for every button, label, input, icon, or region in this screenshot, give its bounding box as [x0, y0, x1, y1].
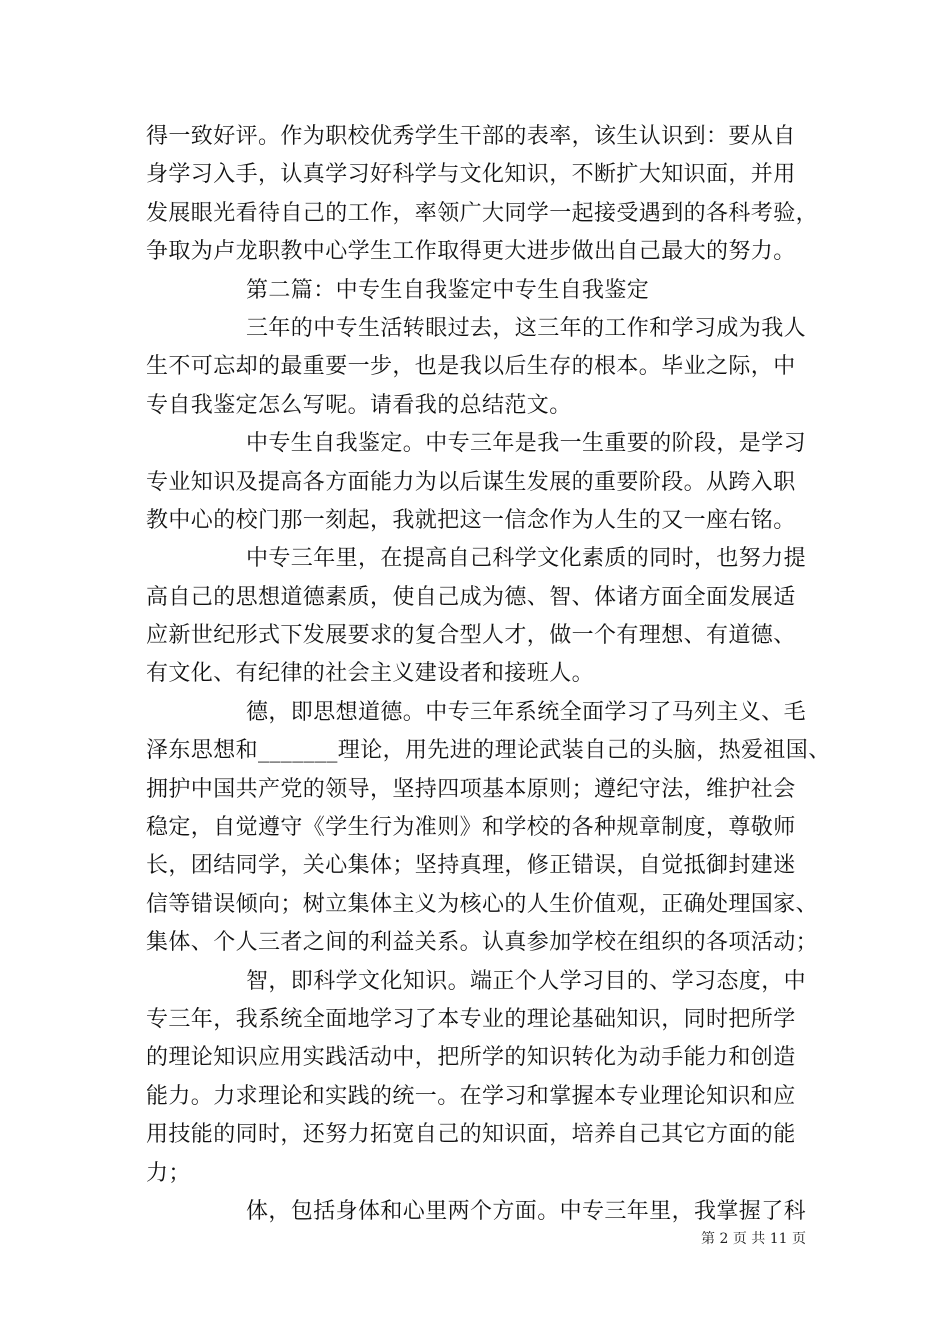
- text-line: 生不可忘却的最重要一步，也是我以后生存的根本。毕业之际，中: [146, 354, 796, 380]
- text-line: 力；: [146, 1160, 191, 1186]
- text-line: 有文化、有纪律的社会主义建设者和接班人。: [146, 661, 595, 687]
- text-line: 德，即思想道德。中专三年系统全面学习了马列主义、毛: [246, 699, 807, 725]
- text-line: 集体、个人三者之间的利益关系。认真参加学校在组织的各项活动；: [146, 930, 819, 956]
- text-line: 专自我鉴定怎么写呢。请看我的总结范文。: [146, 392, 572, 418]
- text-line: 的理论知识应用实践活动中，把所学的知识转化为动手能力和创造: [146, 1045, 796, 1071]
- text-line: 三年的中专生活转眼过去，这三年的工作和学习成为我人: [246, 315, 807, 341]
- body-text: [146, 118, 831, 1231]
- text-line: 专业知识及提高各方面能力为以后谋生发展的重要阶段。从跨入职: [146, 469, 796, 495]
- text-line: 体，包括身体和心里两个方面。中专三年里，我掌握了科: [246, 1198, 807, 1224]
- text-line: 教中心的校门那一刻起，我就把这一信念作为人生的又一座右铭。: [146, 507, 796, 533]
- text-line: 中专三年里，在提高自己科学文化素质的同时，也努力提: [246, 546, 807, 572]
- text-line: 中专生自我鉴定。中专三年是我一生重要的阶段，是学习: [246, 431, 807, 457]
- section-heading: 第二篇：中专生自我鉴定中专生自我鉴定: [246, 277, 650, 303]
- text-line: 用技能的同时，还努力拓宽自己的知识面，培养自己其它方面的能: [146, 1122, 796, 1148]
- text-line: 身学习入手，认真学习好科学与文化知识，不断扩大知识面，并用: [146, 162, 796, 188]
- text-line: 能力。力求理论和实践的统一。在学习和掌握本专业理论知识和应: [146, 1083, 796, 1109]
- text-line: 泽东思想和_______理论，用先进的理论武装自己的头脑，热爱祖国、: [146, 738, 831, 764]
- text-line: 得一致好评。作为职校优秀学生干部的表率，该生认识到：要从自: [146, 124, 796, 149]
- text-line: 发展眼光看待自己的工作，率领广大同学一起接受遇到的各科考验，: [146, 200, 819, 226]
- text-line: 拥护中国共产党的领导，坚持四项基本原则；遵纪守法，维护社会: [146, 776, 796, 802]
- text-line: 应新世纪形式下发展要求的复合型人才，做一个有理想、有道德、: [146, 623, 796, 649]
- text-line: 智，即科学文化知识。端正个人学习目的、学习态度，中: [246, 968, 807, 994]
- text-line: 稳定，自觉遵守《学生行为准则》和学校的各种规章制度，尊敬师: [146, 815, 796, 841]
- text-line: 争取为卢龙职教中心学生工作取得更大进步做出自己最大的努力。: [146, 239, 796, 265]
- text-line: 高自己的思想道德素质，使自己成为德、智、体诸方面全面发展适: [146, 584, 796, 610]
- text-line: 长，团结同学，关心集体；坚持真理，修正错误，自觉抵御封建迷: [146, 853, 796, 879]
- page-number: 第 2 页 共 11 页: [701, 1231, 806, 1247]
- text-line: 专三年，我系统全面地学习了本专业的理论基础知识，同时把所学: [146, 1006, 796, 1032]
- text-line: 信等错误倾向；树立集体主义为核心的人生价值观，正确处理国家、: [146, 891, 819, 917]
